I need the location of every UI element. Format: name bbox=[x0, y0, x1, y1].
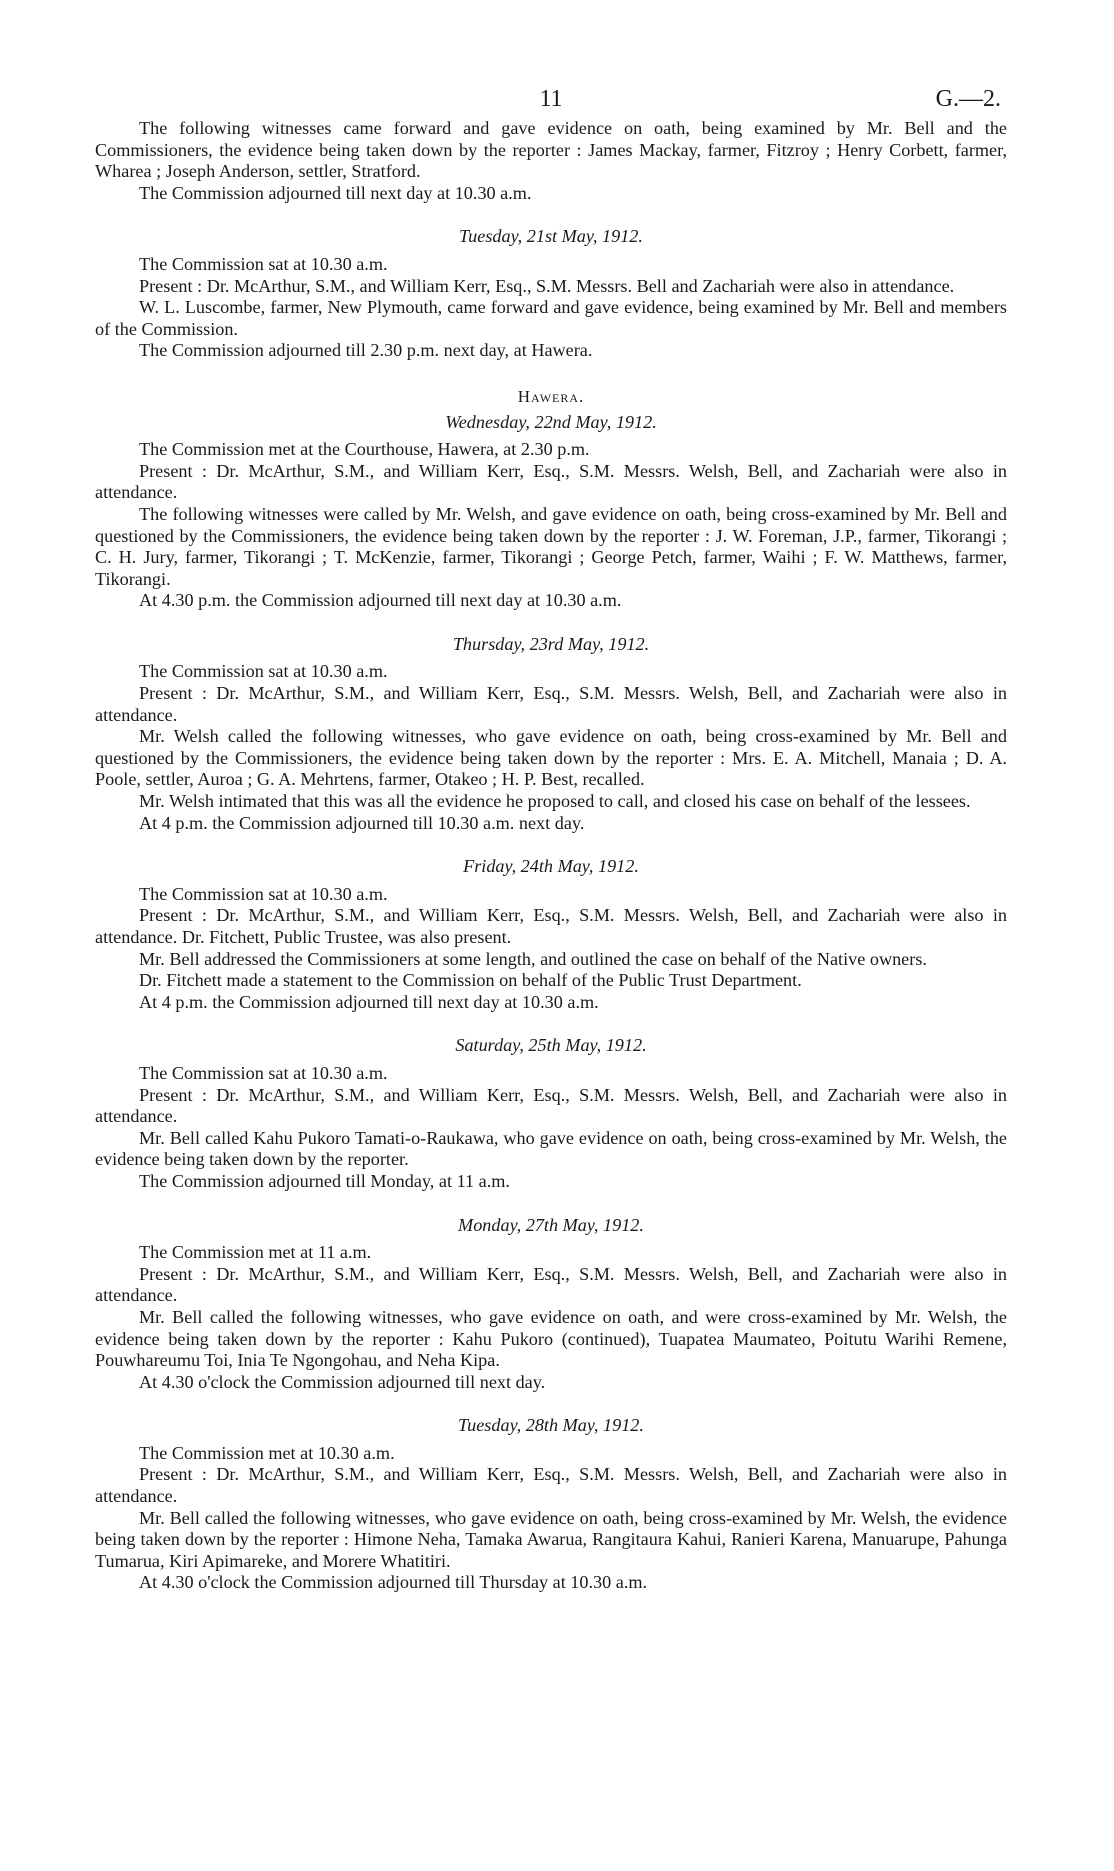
page-body bbox=[95, 118, 1007, 1594]
minutes-paragraph: Mr. Bell called the following witnesses, who gave evidence on oath, being cross-examined by Mr. Welsh, the evidence being taken down by the reporter : Himone Neha, Tamaka Awarua, Rangitaura Kahui, Ranieri Karena, Manuarupe, Pahunga Tumarua, Kiri Apimareke, and Morere Whatitiri. bbox=[95, 1507, 1007, 1571]
minutes-paragraph: The Commission adjourned till Monday, at 11 a.m. bbox=[139, 1170, 510, 1191]
minutes-paragraph: At 4.30 o'clock the Commission adjourned till Thursday at 10.30 a.m. bbox=[139, 1572, 648, 1593]
minutes-paragraph: The Commission met at 10.30 a.m. bbox=[139, 1442, 395, 1463]
minutes-paragraph: At 4 p.m. the Commission adjourned till next day at 10.30 a.m. bbox=[139, 991, 599, 1012]
minutes-paragraph: Mr. Welsh intimated that this was all the evidence he proposed to call, and closed his case on behalf of the lessees. bbox=[139, 791, 971, 812]
minutes-paragraph: The Commission adjourned till 2.30 p.m. next day, at Hawera. bbox=[139, 340, 593, 361]
session-date-heading: Monday, 27th May, 1912. bbox=[458, 1214, 644, 1235]
session-date-heading: Friday, 24th May, 1912. bbox=[463, 856, 639, 877]
minutes-paragraph: Mr. Bell called the following witnesses, who gave evidence on oath, and were cross-examined by Mr. Welsh, the evidence being taken down by the reporter : Kahu Pukoro (continued), Tuapatea Maumateo, Poitutu Warihi Remene, Pouwhareumu Toi, Inia Te Ngongohau, and Neha Kipa. bbox=[95, 1306, 1007, 1371]
minutes-paragraph: The Commission met at 11 a.m. bbox=[139, 1242, 372, 1263]
minutes-paragraph: Present : Dr. McArthur, S.M., and William Kerr, Esq., S.M. Messrs. Welsh, Bell, and Zachariah were also in attendance. bbox=[95, 1084, 1007, 1127]
session-date-heading: Wednesday, 22nd May, 1912. bbox=[445, 411, 657, 432]
minutes-paragraph: Present : Dr. McArthur, S.M., and William Kerr, Esq., S.M. Messrs. Bell and Zachariah were also in attendance. bbox=[139, 275, 955, 296]
session-date-heading: Tuesday, 21st May, 1912. bbox=[459, 226, 643, 247]
minutes-paragraph: Present : Dr. McArthur, S.M., and William Kerr, Esq., S.M. Messrs. Welsh, Bell, and Zachariah were also in attendance. Dr. Fitchett, Public Trustee, was also present. bbox=[95, 905, 1007, 947]
minutes-paragraph: The Commission sat at 10.30 a.m. bbox=[139, 883, 388, 904]
minutes-paragraph: The Commission adjourned till next day at 10.30 a.m. bbox=[139, 182, 532, 203]
minutes-paragraph: W. L. Luscombe, farmer, New Plymouth, came forward and gave evidence, being examined by Mr. Bell and members of the Commission. bbox=[95, 297, 1007, 339]
minutes-paragraph: The following witnesses came forward and gave evidence on oath, being examined by Mr. Bell and the Commissioners, the evidence being taken down by the reporter : James Mackay, farmer, Fitzroy ; Henry Corbett, farmer, Wharea ; Joseph Anderson, settler, Stratford. bbox=[95, 118, 1007, 182]
minutes-paragraph: Mr. Welsh called the following witnesses, who gave evidence on oath, being cross-examined by Mr. Bell and questioned by the Commissioners, the evidence being taken down by the reporter : Mrs. E. A. Mitchell, Manaia ; D. A. Poole, settler, Auroa ; G. A. Mehrtens, farmer, Otakeo ; H. P. Best, recalled. bbox=[95, 726, 1007, 790]
document-page bbox=[95, 0, 1007, 1594]
minutes-paragraph: The Commission met at the Courthouse, Hawera, at 2.30 p.m. bbox=[139, 439, 590, 460]
minutes-paragraph: Mr. Bell called Kahu Pukoro Tamati-o-Raukawa, who gave evidence on oath, being cross-examined by Mr. Welsh, the evidence being taken down by the reporter. bbox=[95, 1127, 1007, 1170]
session-date-heading: Thursday, 23rd May, 1912. bbox=[452, 633, 650, 654]
minutes-paragraph: The Commission sat at 10.30 a.m. bbox=[139, 253, 388, 274]
minutes-paragraph: Present : Dr. McArthur, S.M., and William Kerr, Esq., S.M. Messrs. Welsh, Bell, and Zachariah were also in attendance. bbox=[95, 460, 1007, 503]
minutes-paragraph: Dr. Fitchett made a statement to the Commission on behalf of the Public Trust Department. bbox=[139, 970, 802, 991]
minutes-paragraph: Mr. Bell addressed the Commissioners at some length, and outlined the case on behalf of the Native owners. bbox=[139, 948, 927, 969]
minutes-paragraph: The Commission sat at 10.30 a.m. bbox=[139, 661, 388, 682]
minutes-paragraph: At 4.30 p.m. the Commission adjourned till next day at 10.30 a.m. bbox=[139, 590, 622, 611]
minutes-paragraph: At 4.30 o'clock the Commission adjourned till next day. bbox=[139, 1371, 546, 1392]
minutes-paragraph: Present : Dr. McArthur, S.M., and William Kerr, Esq., S.M. Messrs. Welsh, Bell, and Zachariah were also in attendance. bbox=[95, 1464, 1007, 1507]
page-number: 11 bbox=[539, 86, 563, 112]
page-header bbox=[95, 0, 1007, 118]
minutes-paragraph: Present : Dr. McArthur, S.M., and William Kerr, Esq., S.M. Messrs. Welsh, Bell, and Zachariah were also in attendance. bbox=[95, 683, 1007, 725]
minutes-paragraph: At 4 p.m. the Commission adjourned till 10.30 a.m. next day. bbox=[139, 812, 585, 833]
minutes-paragraph: Present : Dr. McArthur, S.M., and William Kerr, Esq., S.M. Messrs. Welsh, Bell, and Zachariah were also in attendance. bbox=[95, 1263, 1007, 1306]
minutes-paragraph: The following witnesses were called by Mr. Welsh, and gave evidence on oath, being cross-examined by Mr. Bell and questioned by the Commissioners, the evidence being taken down by the reporter : J. W. Foreman, J.P., farmer, Tikorangi ; C. H. Jury, farmer, Tikorangi ; T. McKenzie, farmer, Tikorangi ; George Petch, farmer, Waihi ; F. W. Matthews, farmer, Tikorangi. bbox=[95, 503, 1007, 589]
minutes-paragraph: The Commission sat at 10.30 a.m. bbox=[139, 1062, 388, 1083]
document-reference: G.—2. bbox=[935, 86, 1001, 112]
session-date-heading: Saturday, 25th May, 1912. bbox=[455, 1035, 647, 1056]
place-heading: Hawera. bbox=[517, 386, 585, 406]
session-date-heading: Tuesday, 28th May, 1912. bbox=[458, 1415, 644, 1436]
